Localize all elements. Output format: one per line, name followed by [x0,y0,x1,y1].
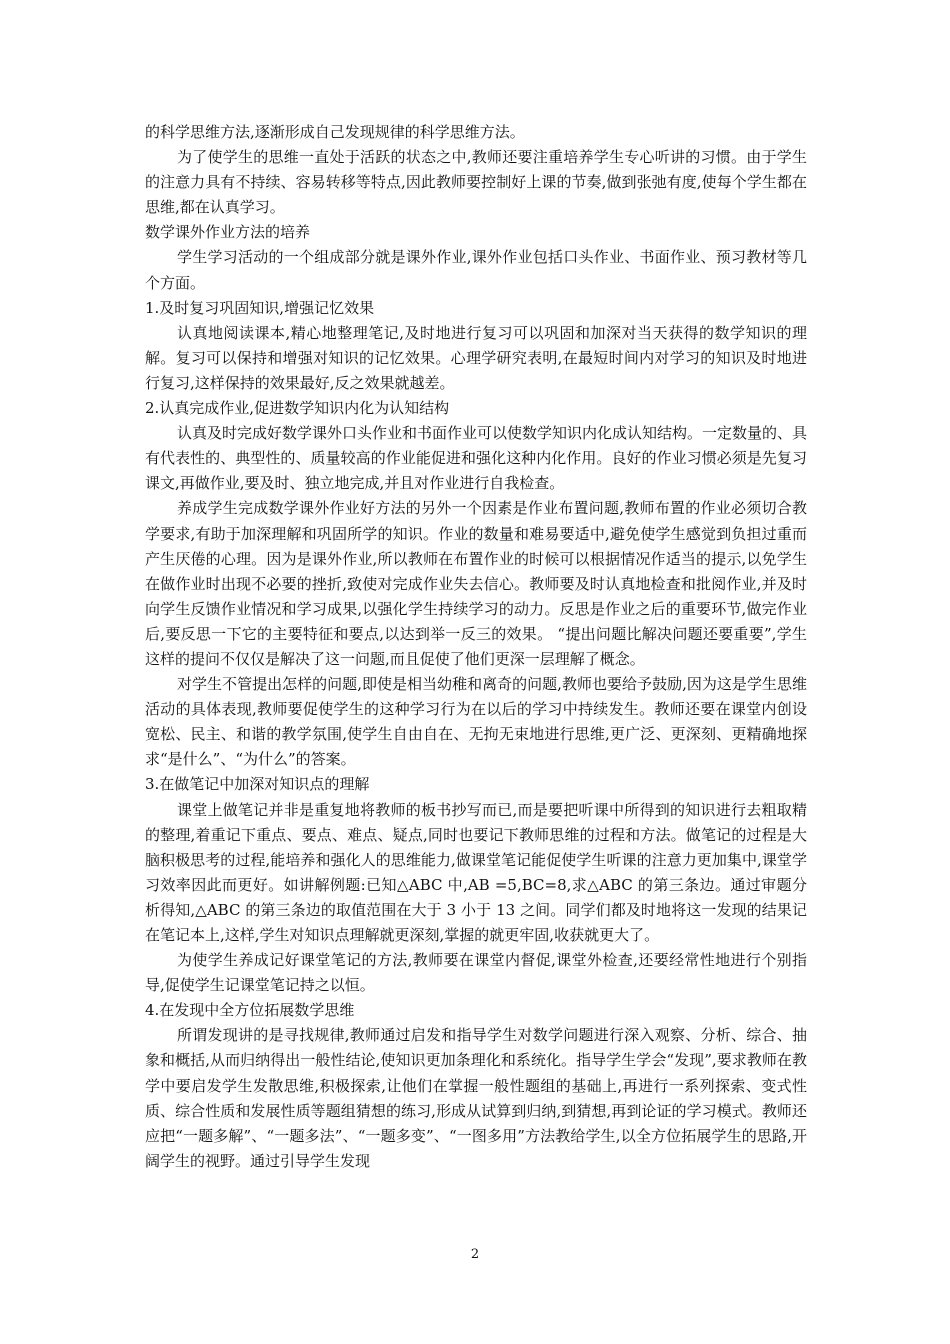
section-heading-3-notes: 3.在做笔记中加深对知识点的理解 [145,775,370,794]
paragraph-homework-assignment: 养成学生完成数学课外作业好方法的另外一个因素是作业布置问题,教师布置的作业必须切合教学要求,有助于加深理解和巩固所学的知识。作业的数量和难易要适中,避免使学生感觉到负担过重而产生厌倦的心理。因为是课外作业,所以教师在布置作业的时候可以根据情况作适当的提示,以免学生在做作业时出现不必要的挫折,致使对完成作业失去信心。教师要及时认真地检查和批阅作业,并及时向学生反馈作业情况和学习成果,以强化学生持续学习的动力。反思是作业之后的重要环节,做完作业后,要反思一下它的主要特征和要点,以达到举一反三的效果。 “提出问题比解决问题还要重要”,学生这样的提问不仅仅是解决了这一问题,而且促使了他们更深一层理解了概念。 [145,499,807,668]
page-number: 2 [470,1247,480,1262]
paragraph-homework-internalize: 认真及时完成好数学课外口头作业和书面作业可以使数学知识内化成认知结构。一定数量的、具有代表性的、典型性的、质量较高的作业能促进和强化这种内化作用。良好的作业习惯必须是先复习课文,再做作业,要及时、独立地完成,并且对作业进行自我检查。 [145,424,808,493]
paragraph-homework-intro: 学生学习活动的一个组成部分就是课外作业,课外作业包括口头作业、书面作业、预习教材等几个方面。 [145,248,807,292]
section-heading-homework-methods: 数学课外作业方法的培养 [145,223,311,242]
paragraph-continuation: 的科学思维方法,逐渐形成自己发现规律的科学思维方法。 [145,123,525,141]
section-heading-2-homework: 2.认真完成作业,促进数学知识内化为认知结构 [145,399,450,418]
document-body [145,120,807,1174]
paragraph-review: 认真地阅读课本,精心地整理笔记,及时地进行复习可以巩固和加深对当天获得的数学知识的理解。复习可以保持和增强对知识的记忆效果。心理学研究表明,在最短时间内对学习的知识及时地进行复习,这样保持的效果最好,反之效果就越差。 [145,323,807,392]
paragraph-attention-habit: 为了使学生的思维一直处于活跃的状态之中,教师还要注重培养学生专心听讲的习惯。由于学生的注意力具有不持续、容易转移等特点,因此教师要控制好上课的节奏,做到张弛有度,使每个学生都在思维,都在认真学习。 [145,148,807,217]
paragraph-note-taking: 课堂上做笔记并非是重复地将教师的板书抄写而已,而是要把听课中所得到的知识进行去粗取精的整理,着重记下重点、要点、难点、疑点,同时也要记下教师思维的过程和方法。做笔记的过程是大脑积极思考的过程,能培养和强化人的思维能力,做课堂笔记能促使学生听课的注意力更加集中,课堂学习效率因此而更好。如讲解例题:已知△ABC 中,AB =5,BC=8,求△ABC 的第三条边。通过审题分析得知,△ABC 的第三条边的取值范围在大于 3 小于 13 之间。同学们都及时地将这一发现的结果记在笔记本上,这样,学生对知识点理解就更深刻,掌握的就更牢固,收获就更大了。 [145,800,807,944]
section-heading-1-review: 1.及时复习巩固知识,增强记忆效果 [145,298,375,317]
paragraph-encourage-questions: 对学生不管提出怎样的问题,即使是相当幼稚和离奇的问题,教师也要给予鼓励,因为这是学生思维活动的具体表现,教师要促使学生的这种学习行为在以后的学习中持续发生。教师还要在课堂内创设宽松、民主、和谐的教学氛围,使学生自由自在、无拘无束地进行思维,更广泛、更深刻、更精确地探求“是什么”、“为什么”的答案。 [145,675,807,769]
section-heading-4-discovery: 4.在发现中全方位拓展数学思维 [145,1001,355,1020]
paragraph-note-habit: 为使学生养成记好课堂笔记的方法,教师要在课堂内督促,课堂外检查,还要经常性地进行个别指导,促使学生记课堂笔记持之以恒。 [145,951,807,995]
paragraph-discovery: 所谓发现讲的是寻找规律,教师通过启发和指导学生对数学问题进行深入观察、分析、综合、抽象和概括,从而归纳得出一般性结论,使知识更加条理化和系统化。指导学生学会“发现”,要求教师在教学中要启发学生发散思维,积极探索,让他们在掌握一般性题组的基础上,再进行一系列探索、变式性质、综合性质和发展性质等题组猜想的练习,形成从试算到归纳,到猜想,再到论证的学习模式。教师还应把“一题多解”、“一题多法”、“一题多变”、“一图多用”方法教给学生,以全方位拓展学生的思路,开阔学生的视野。通过引导学生发现 [145,1026,807,1170]
